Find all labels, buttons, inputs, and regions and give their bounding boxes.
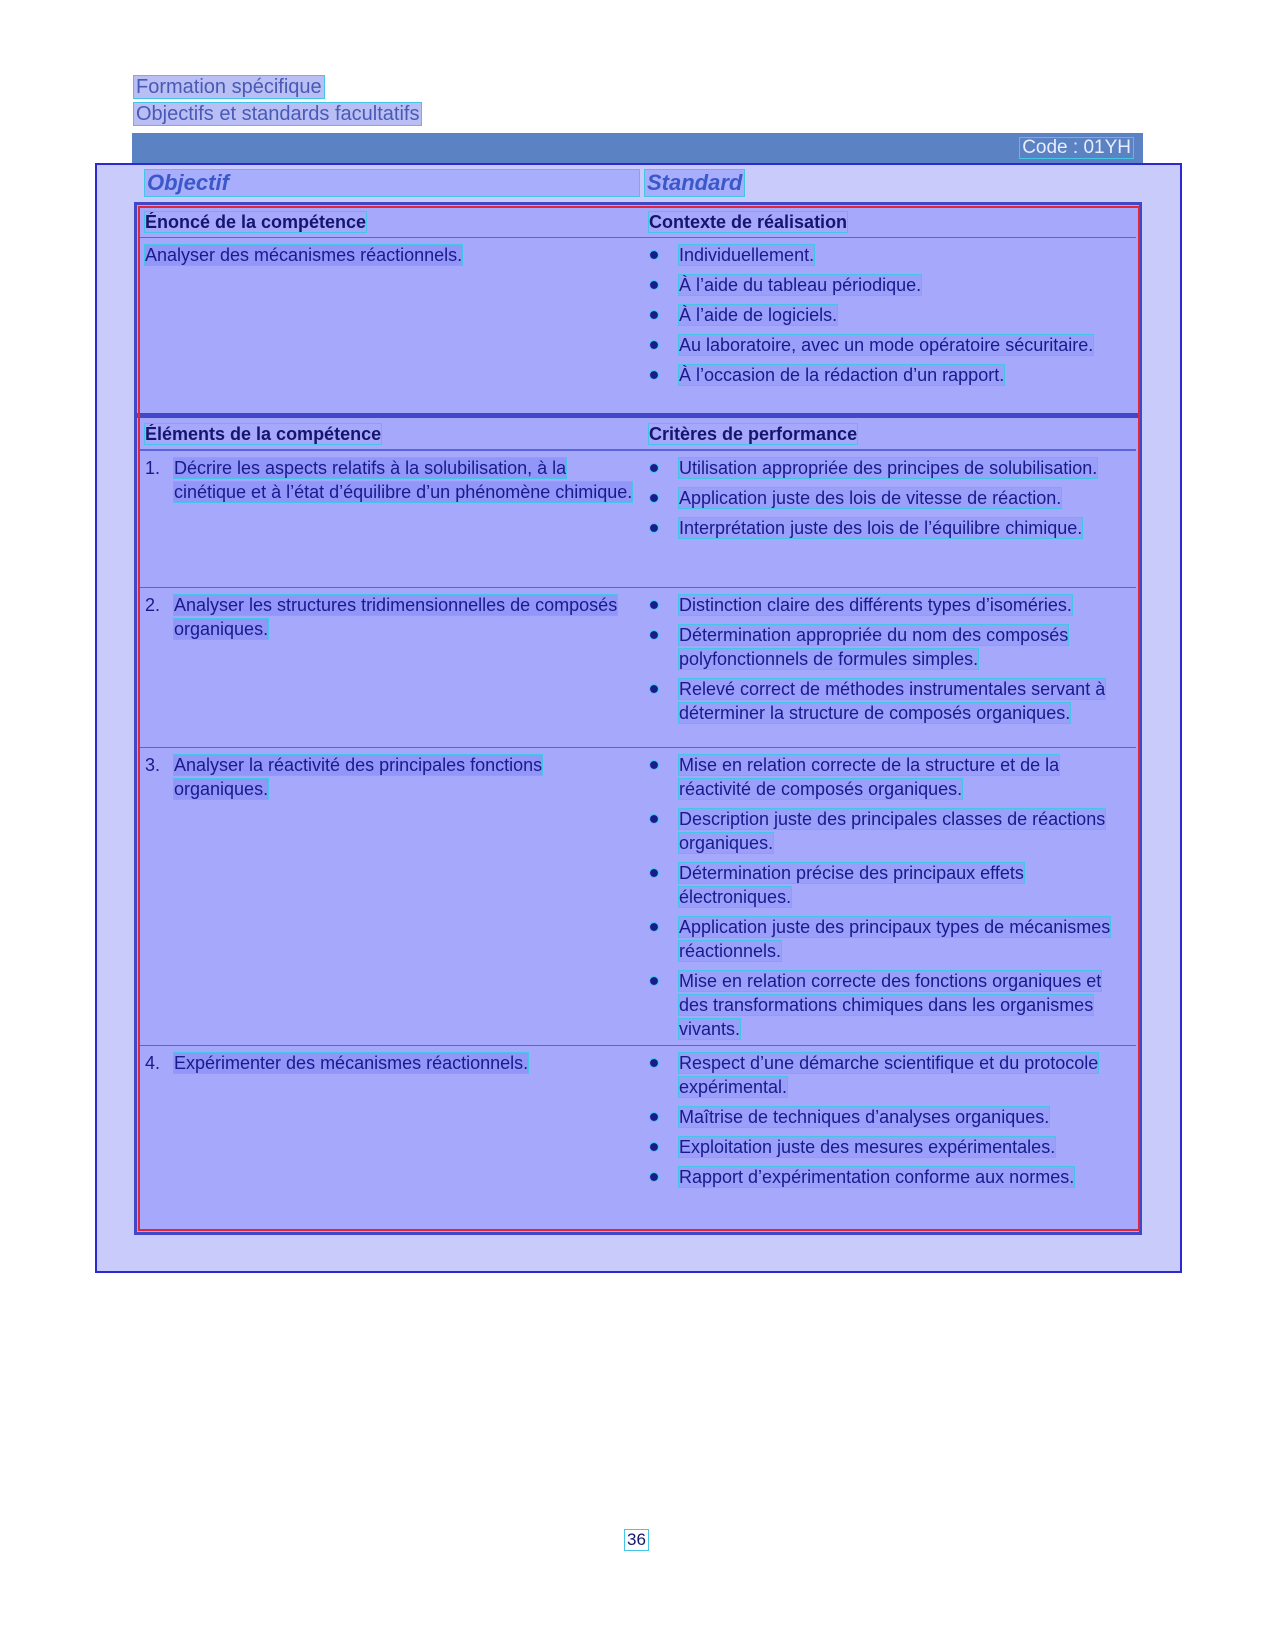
list-item-text: Détermination précise des principaux effets électroniques.: [679, 863, 1024, 907]
bullet-icon: [650, 524, 658, 532]
list-item: [649, 243, 1128, 267]
element-text: Analyser les structures tridimensionnelles de composés organiques.: [174, 595, 618, 639]
list-item-text: Rapport d’expérimentation conforme aux normes.: [679, 1167, 1075, 1187]
elements-head-label: Éléments de la compétence: [145, 424, 382, 444]
list-item: [649, 303, 1128, 327]
bullet-icon: [650, 494, 658, 502]
section-subtitle: Objectifs et standards facultatifs: [136, 103, 420, 125]
list-item: [649, 486, 1128, 510]
bullet-icon: [650, 281, 658, 289]
bullet-icon: [650, 761, 658, 769]
criteria-list: [649, 456, 1128, 546]
element-number: 4.: [145, 1053, 161, 1073]
list-item-text: Individuellement.: [679, 245, 815, 265]
element-number: 1.: [145, 458, 161, 478]
list-item-text: Mise en relation correcte des fonctions organiques et des transformations chimiques dans les organismes vivants.: [679, 971, 1102, 1039]
competency-statement: [145, 243, 633, 267]
list-item: [649, 516, 1128, 540]
bullet-icon: [650, 1143, 658, 1151]
bullet-icon: [650, 631, 658, 639]
element-number: 2.: [145, 595, 161, 615]
list-item-text: Application juste des principaux types de mécanismes réactionnels.: [679, 917, 1111, 961]
list-item: [649, 623, 1128, 671]
program-code: Code : 01YH: [1022, 137, 1131, 158]
objectif-title: Objectif: [145, 170, 639, 196]
list-item: [649, 1135, 1128, 1159]
list-item-text: Distinction claire des différents types d’isoméries.: [679, 595, 1072, 615]
list-item-text: À l’aide du tableau périodique.: [679, 275, 922, 295]
list-item: [649, 1105, 1128, 1129]
list-item: [649, 1051, 1128, 1099]
element-number: 3.: [145, 755, 161, 775]
criteria-list: [649, 593, 1128, 731]
list-item-text: Détermination appropriée du nom des composés polyfonctionnels de formules simples.: [679, 625, 1069, 669]
list-item-text: À l’occasion de la rédaction d’un rapport.: [679, 365, 1005, 385]
list-item: [649, 677, 1128, 725]
elements-section: [140, 419, 1136, 1231]
table-row: [140, 747, 1136, 1045]
bullet-icon: [650, 685, 658, 693]
code-bar: [132, 133, 1143, 163]
elements-header: [140, 419, 1136, 450]
list-item-text: Description juste des principales classes de réactions organiques.: [679, 809, 1106, 853]
bullet-icon: [650, 311, 658, 319]
bullet-icon: [650, 464, 658, 472]
list-item: [649, 273, 1128, 297]
list-item-text: Application juste des lois de vitesse de réaction.: [679, 488, 1062, 508]
list-item-text: Relevé correct de méthodes instrumentales servant à déterminer la structure de composés organiques.: [679, 679, 1106, 723]
list-item-text: Utilisation appropriée des principes de solubilisation.: [679, 458, 1098, 478]
list-item-text: Exploitation juste des mesures expérimentales.: [679, 1137, 1056, 1157]
list-item: [649, 593, 1128, 617]
bullet-icon: [650, 341, 658, 349]
list-item: [649, 363, 1128, 387]
list-item-text: Mise en relation correcte de la structure et de la réactivité de composés organiques.: [679, 755, 1060, 799]
criteria-head-label: Critères de performance: [649, 424, 858, 444]
list-item: [649, 807, 1128, 855]
bullet-icon: [650, 1173, 658, 1181]
element-cell: [145, 1051, 633, 1075]
standard-title: Standard: [647, 170, 743, 195]
element-text: Décrire les aspects relatifs à la solubilisation, à la cinétique et à l’état d’équilibre d’un phénomène chimique.: [174, 458, 633, 502]
competency-statement-text: Analyser des mécanismes réactionnels.: [145, 245, 463, 265]
bullet-icon: [650, 371, 658, 379]
statement-header: [140, 207, 1136, 238]
criteria-list: [649, 1051, 1128, 1195]
list-item: [649, 915, 1128, 963]
bullet-icon: [650, 1059, 658, 1067]
statement-head-label: Énoncé de la compétence: [145, 212, 367, 232]
table-row: [140, 450, 1136, 587]
statement-section: [140, 207, 1136, 413]
list-item: [649, 969, 1128, 1041]
bullet-icon: [650, 601, 658, 609]
list-item: [649, 861, 1128, 909]
criteria-list: [649, 753, 1128, 1047]
list-item-text: Maîtrise de techniques d’analyses organiques.: [679, 1107, 1050, 1127]
column-titles: [143, 170, 1143, 198]
list-item: [649, 333, 1128, 357]
list-item: [649, 456, 1128, 480]
bullet-icon: [650, 1113, 658, 1121]
bullet-icon: [650, 815, 658, 823]
element-cell: [145, 593, 633, 641]
element-cell: [145, 456, 633, 504]
section-divider: [137, 413, 1139, 418]
list-item-text: Interprétation juste des lois de l’équilibre chimique.: [679, 518, 1083, 538]
element-text: Expérimenter des mécanismes réactionnels.: [174, 1053, 529, 1073]
list-item-text: À l’aide de logiciels.: [679, 305, 838, 325]
list-item-text: Respect d’une démarche scientifique et du protocole expérimental.: [679, 1053, 1099, 1097]
element-text: Analyser la réactivité des principales fonctions organiques.: [174, 755, 543, 799]
section-title: Formation spécifique: [136, 76, 322, 98]
competency-table: [134, 202, 1142, 1235]
bullet-icon: [650, 251, 658, 259]
page-number: 36: [627, 1530, 646, 1549]
list-item-text: Au laboratoire, avec un mode opératoire sécuritaire.: [679, 335, 1094, 355]
list-item: [649, 1165, 1128, 1189]
list-item: [649, 753, 1128, 801]
bullet-icon: [650, 869, 658, 877]
bullet-icon: [650, 977, 658, 985]
context-head-label: Contexte de réalisation: [649, 212, 848, 232]
context-list: [649, 243, 1128, 393]
table-row: [140, 1045, 1136, 1231]
table-row: [140, 587, 1136, 747]
element-cell: [145, 753, 633, 801]
bullet-icon: [650, 923, 658, 931]
